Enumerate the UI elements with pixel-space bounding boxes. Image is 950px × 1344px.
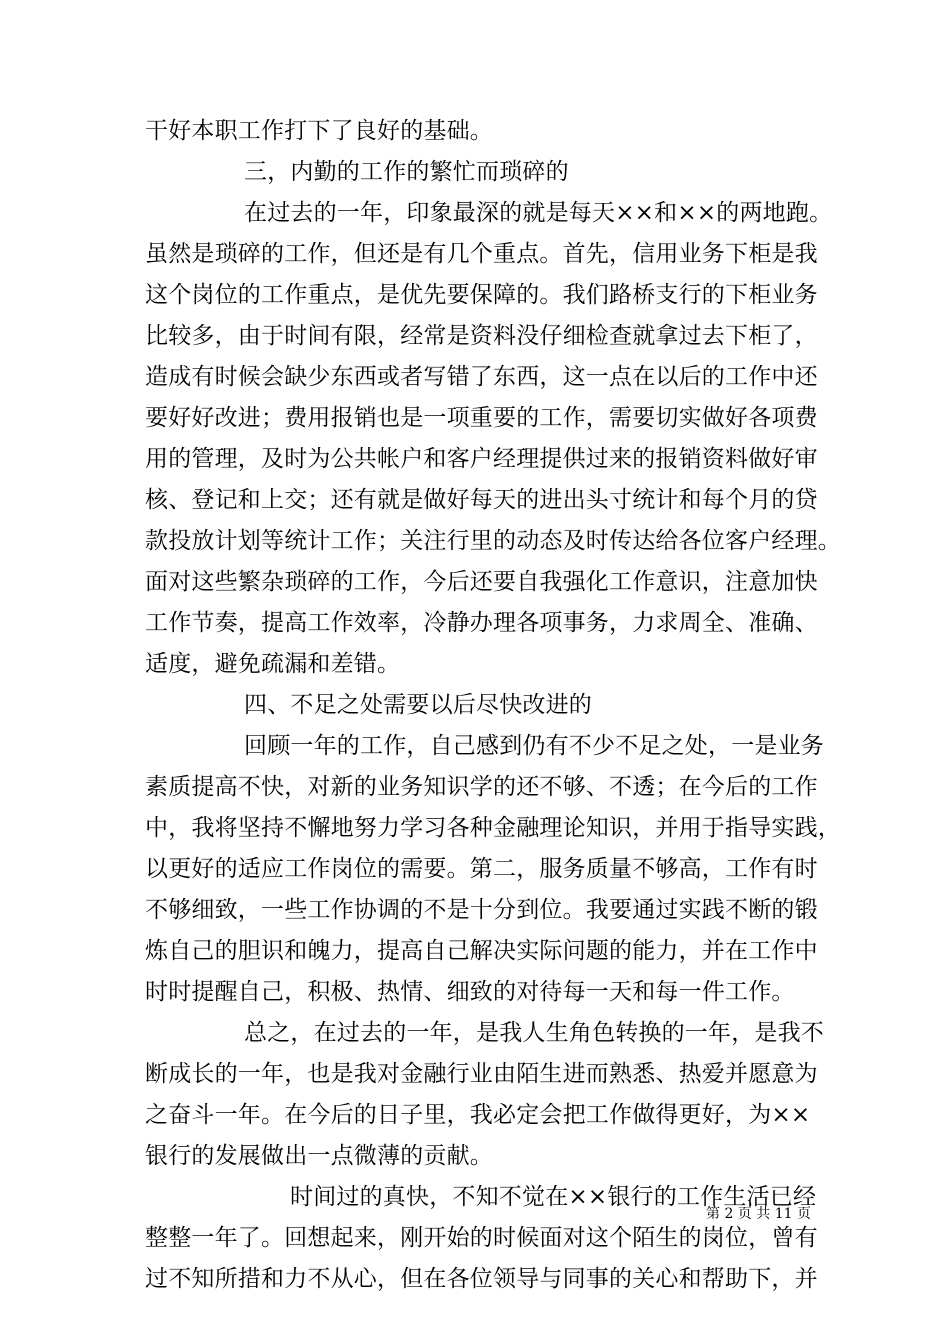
text-line: 中，我将坚持不懈地努力学习各种金融理论知识，并用于指导实践， bbox=[145, 815, 841, 841]
text-line: 比较多，由于时间有限，经常是资料没仔细检查就拿过去下柜了， bbox=[145, 323, 818, 349]
text-line: 时时提醒自己，积极、热情、细致的对待每一天和每一件工作。 bbox=[145, 979, 795, 1005]
text-line: 要好好改进；费用报销也是一项重要的工作，需要切实做好各项费 bbox=[145, 405, 818, 431]
text-line: 银行的发展做出一点微薄的贡献。 bbox=[145, 1143, 493, 1169]
text-line: 整整一年了。回想起来，刚开始的时候面对这个陌生的岗位，曾有 bbox=[145, 1225, 818, 1251]
text-line: 过不知所措和力不从心，但在各位领导与同事的关心和帮助下，并 bbox=[145, 1266, 818, 1292]
text-line: 不够细致，一些工作协调的不是十分到位。我要通过实践不断的锻 bbox=[145, 897, 818, 923]
page-number-footer: 第 2 页 共 11 页 bbox=[706, 1206, 811, 1222]
text-line: 这个岗位的工作重点，是优先要保障的。我们路桥支行的下柜业务 bbox=[145, 282, 818, 308]
text-line: 之奋斗一年。在今后的日子里，我必定会把工作做得更好，为×× bbox=[145, 1102, 811, 1128]
text-line: 断成长的一年，也是我对金融行业由陌生进而熟悉、热爱并愿意为 bbox=[145, 1061, 818, 1087]
section-heading: 四、不足之处需要以后尽快改进的 bbox=[244, 692, 592, 718]
text-line: 炼自己的胆识和魄力，提高自己解决实际问题的能力，并在工作中 bbox=[145, 938, 818, 964]
text-line: 干好本职工作打下了良好的基础。 bbox=[145, 118, 493, 144]
text-line: 款投放计划等统计工作；关注行里的动态及时传达给各位客户经理。 bbox=[145, 528, 841, 554]
text-line: 面对这些繁杂琐碎的工作，今后还要自我强化工作意识，注意加快 bbox=[145, 569, 818, 595]
text-line: 时间过的真快，不知不觉在××银行的工作生活已经 bbox=[290, 1184, 817, 1210]
text-line: 造成有时候会缺少东西或者写错了东西，这一点在以后的工作中还 bbox=[145, 364, 818, 390]
text-line: 工作节奏，提高工作效率，冷静办理各项事务，力求周全、准确、 bbox=[145, 610, 818, 636]
text-line: 核、登记和上交；还有就是做好每天的进出头寸统计和每个月的贷 bbox=[145, 487, 818, 513]
section-heading: 三，内勤的工作的繁忙而琐碎的 bbox=[244, 159, 569, 185]
text-line: 总之，在过去的一年，是我人生角色转换的一年，是我不 bbox=[244, 1020, 824, 1046]
text-line: 素质提高不快，对新的业务知识学的还不够、不透；在今后的工作 bbox=[145, 774, 818, 800]
text-line: 以更好的适应工作岗位的需要。第二，服务质量不够高，工作有时 bbox=[145, 856, 818, 882]
text-line: 回顾一年的工作，自己感到仍有不少不足之处，一是业务 bbox=[244, 733, 824, 759]
text-line: 适度，避免疏漏和差错。 bbox=[145, 651, 401, 677]
text-line: 用的管理，及时为公共帐户和客户经理提供过来的报销资料做好审 bbox=[145, 446, 818, 472]
text-line: 虽然是琐碎的工作，但还是有几个重点。首先，信用业务下柜是我 bbox=[145, 241, 818, 267]
text-line: 在过去的一年，印象最深的就是每天××和××的两地跑。 bbox=[244, 200, 833, 226]
